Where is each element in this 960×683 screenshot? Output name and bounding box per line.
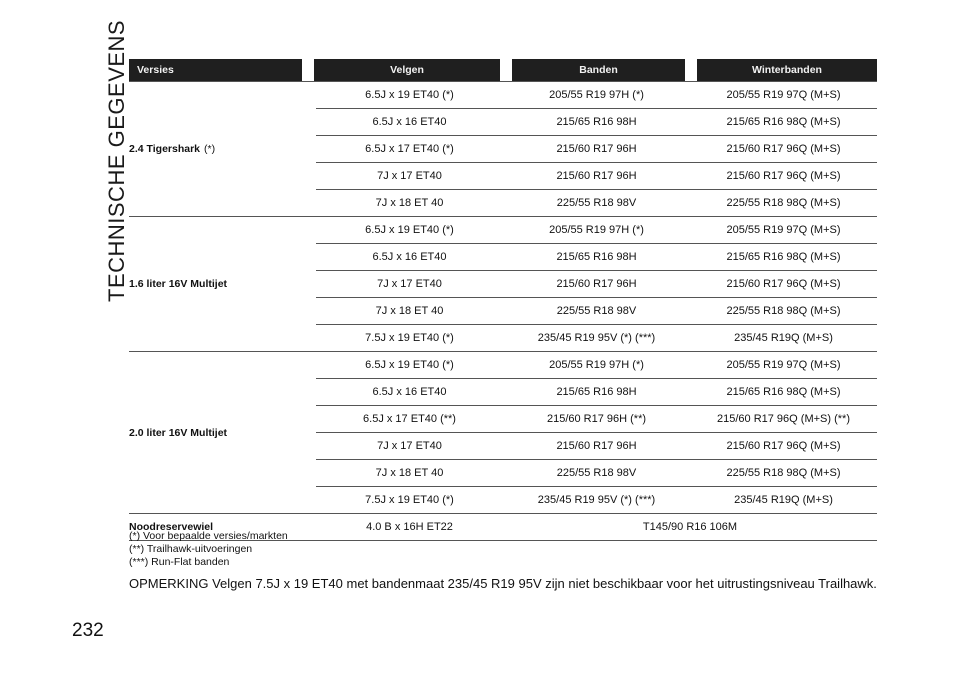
cell-band: 215/65 R16 98H xyxy=(556,386,637,398)
cell-band: 215/60 R17 96H xyxy=(556,440,637,452)
cell-velg: 7J x 18 ET 40 xyxy=(375,305,444,317)
version-label xyxy=(129,352,316,513)
table-row xyxy=(316,487,877,513)
cell-winterband: 205/55 R19 97Q (M+S) xyxy=(726,224,841,236)
footnote: (***) Run-Flat banden xyxy=(129,556,230,568)
table-row xyxy=(316,325,877,351)
spare-band: T145/90 R16 106M xyxy=(642,521,738,533)
version-name: 1.6 liter 16V Multijet xyxy=(129,278,228,290)
cell-velg: 7J x 18 ET 40 xyxy=(375,467,444,479)
page-number: 232 xyxy=(72,620,104,641)
table-row xyxy=(316,514,877,540)
table-row xyxy=(316,82,877,109)
cell-winterband: 215/60 R17 96Q (M+S) xyxy=(726,143,841,155)
cell-velg: 6.5J x 19 ET40 (*) xyxy=(365,89,454,101)
footnote: (**) Trailhawk-uitvoeringen xyxy=(129,543,253,555)
table-row xyxy=(316,460,877,487)
cell-winterband: 225/55 R18 98Q (M+S) xyxy=(726,197,841,209)
table-row xyxy=(316,271,877,298)
cell-velg: 6.5J x 17 ET40 (*) xyxy=(365,143,454,155)
cell-velg: 6.5J x 19 ET40 (*) xyxy=(365,224,454,236)
cell-velg: 6.5J x 16 ET40 xyxy=(372,386,447,398)
cell-band: 205/55 R19 97H (*) xyxy=(549,359,644,371)
cell-velg: 7.5J x 19 ET40 (*) xyxy=(365,332,454,344)
version-footnote-mark: (*) xyxy=(204,143,216,155)
cell-winterband: 225/55 R18 98Q (M+S) xyxy=(726,305,841,317)
table-row xyxy=(316,244,877,271)
version-rows xyxy=(316,217,877,351)
cell-band: 215/60 R17 96H xyxy=(556,278,637,290)
cell-band: 215/60 R17 96H xyxy=(556,170,637,182)
cell-band: 215/65 R16 98H xyxy=(556,116,637,128)
cell-band: 225/55 R18 98V xyxy=(556,305,637,317)
chapter-title xyxy=(72,19,129,302)
version-group xyxy=(129,81,877,217)
cell-band: 215/65 R16 98H xyxy=(556,251,637,263)
cell-velg: 7J x 18 ET 40 xyxy=(375,197,444,209)
cell-band: 215/60 R17 96H xyxy=(556,143,637,155)
chapter-title-text: TECHNISCHE GEGEVENS xyxy=(104,19,129,302)
table-row xyxy=(316,352,877,379)
header-versies: Versies xyxy=(129,59,302,81)
cell-band: 205/55 R19 97H (*) xyxy=(549,224,644,236)
table-row xyxy=(316,109,877,136)
header-velgen: Velgen xyxy=(314,59,500,81)
cell-band: 225/55 R18 98V xyxy=(556,197,637,209)
cell-winterband: 235/45 R19Q (M+S) xyxy=(734,332,833,344)
table-row xyxy=(316,163,877,190)
cell-winterband: 235/45 R19Q (M+S) xyxy=(734,494,833,506)
header-banden: Banden xyxy=(512,59,685,81)
footnotes xyxy=(129,530,288,569)
header-winterbanden: Winterbanden xyxy=(697,59,877,81)
cell-band: 235/45 R19 95V (*) (***) xyxy=(537,494,656,506)
cell-velg: 7J x 17 ET40 xyxy=(377,278,442,290)
table-row xyxy=(316,136,877,163)
cell-velg: 6.5J x 19 ET40 (*) xyxy=(365,359,454,371)
cell-velg: 6.5J x 17 ET40 (**) xyxy=(363,413,456,425)
table-row xyxy=(316,433,877,460)
footnote: (*) Voor bepaalde versies/markten xyxy=(129,530,288,542)
cell-band: 205/55 R19 97H (*) xyxy=(549,89,644,101)
table-body xyxy=(129,81,877,514)
version-label xyxy=(129,217,316,351)
cell-velg: 6.5J x 16 ET40 xyxy=(372,251,447,263)
cell-winterband: 215/65 R16 98Q (M+S) xyxy=(726,116,841,128)
table-row xyxy=(316,406,877,433)
cell-band: 215/60 R17 96H (**) xyxy=(546,413,647,425)
version-group xyxy=(129,352,877,514)
table-header xyxy=(129,59,877,81)
table-row xyxy=(316,298,877,325)
tire-specs-table xyxy=(129,59,877,541)
cell-winterband: 225/55 R18 98Q (M+S) xyxy=(726,467,841,479)
cell-velg: 7J x 17 ET40 xyxy=(377,440,442,452)
remark-note: OPMERKING Velgen 7.5J x 19 ET40 met bandenmaat 235/45 R19 95V zijn niet beschikbaar voor het uitrustingsniveau Trailhawk. xyxy=(129,576,877,591)
spare-wheel-cells xyxy=(316,514,877,540)
cell-winterband: 215/60 R17 96Q (M+S) (**) xyxy=(717,413,850,425)
version-rows xyxy=(316,82,877,216)
version-label xyxy=(129,82,316,216)
cell-winterband: 215/65 R16 98Q (M+S) xyxy=(726,251,841,263)
version-group xyxy=(129,217,877,352)
cell-winterband: 215/60 R17 96Q (M+S) xyxy=(726,170,841,182)
cell-velg: 7.5J x 19 ET40 (*) xyxy=(365,494,454,506)
table-row xyxy=(316,379,877,406)
spare-wheel-name: Noodreservewiel xyxy=(129,521,214,533)
table-row xyxy=(316,190,877,216)
version-name: 2.4 Tigershark xyxy=(129,143,201,155)
cell-winterband: 205/55 R19 97Q (M+S) xyxy=(726,359,841,371)
cell-winterband: 215/65 R16 98Q (M+S) xyxy=(726,386,841,398)
cell-winterband: 215/60 R17 96Q (M+S) xyxy=(726,278,841,290)
cell-velg: 6.5J x 16 ET40 xyxy=(372,116,447,128)
cell-band: 225/55 R18 98V xyxy=(556,467,637,479)
table-row xyxy=(316,217,877,244)
cell-winterband: 215/60 R17 96Q (M+S) xyxy=(726,440,841,452)
version-rows xyxy=(316,352,877,513)
version-name: 2.0 liter 16V Multijet xyxy=(129,426,228,439)
cell-band: 235/45 R19 95V (*) (***) xyxy=(537,332,656,344)
spare-velg: 4.0 B x 16H ET22 xyxy=(366,521,453,533)
cell-velg: 7J x 17 ET40 xyxy=(377,170,442,182)
cell-winterband: 205/55 R19 97Q (M+S) xyxy=(726,89,841,101)
